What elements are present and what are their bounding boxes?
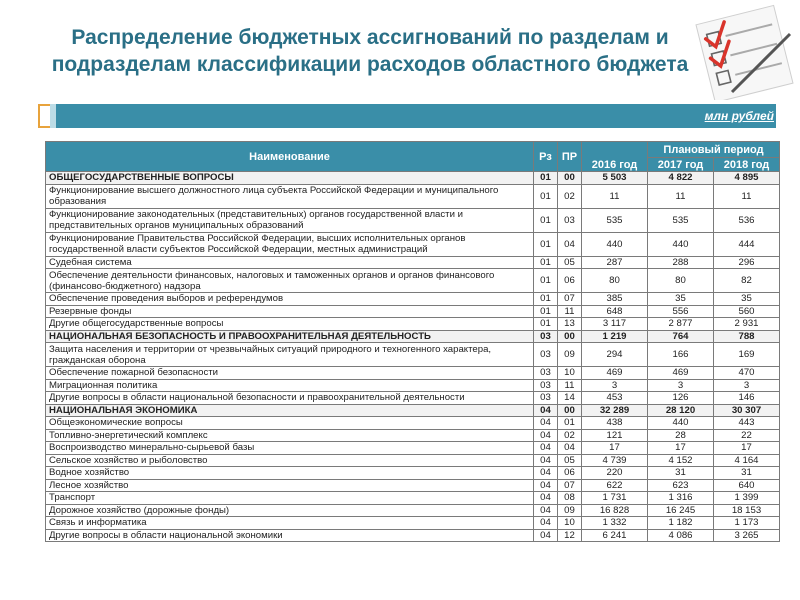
row-value-2016: 648 — [582, 305, 648, 318]
table-row — [46, 256, 780, 269]
row-value-2018: 31 — [714, 467, 780, 480]
row-value-2018: 17 — [714, 442, 780, 455]
row-pr: 06 — [558, 269, 582, 293]
row-name: Водное хозяйство — [46, 467, 534, 480]
row-value-2018: 2 931 — [714, 318, 780, 331]
section-row — [46, 330, 780, 343]
row-value-2016: 287 — [582, 256, 648, 269]
col-header-2017: 2017 год — [648, 158, 714, 172]
row-rz: 01 — [534, 232, 558, 256]
table-row — [46, 467, 780, 480]
row-value-2017: 1 316 — [648, 492, 714, 505]
row-name: Лесное хозяйство — [46, 479, 534, 492]
row-pr: 02 — [558, 429, 582, 442]
row-name: Воспроизводство минерально-сырьевой базы — [46, 442, 534, 455]
row-name: ОБЩЕГОСУДАРСТВЕННЫЕ ВОПРОСЫ — [46, 172, 534, 185]
row-pr: 13 — [558, 318, 582, 331]
row-pr: 01 — [558, 417, 582, 430]
row-value-2016: 1 731 — [582, 492, 648, 505]
row-value-2016: 5 503 — [582, 172, 648, 185]
row-value-2018: 443 — [714, 417, 780, 430]
row-pr: 00 — [558, 172, 582, 185]
row-name: Другие общегосударственные вопросы — [46, 318, 534, 331]
row-pr: 00 — [558, 330, 582, 343]
row-value-2018: 82 — [714, 269, 780, 293]
row-value-2017: 4 822 — [648, 172, 714, 185]
table-row — [46, 305, 780, 318]
row-value-2016: 6 241 — [582, 529, 648, 542]
row-name: Обеспечение пожарной безопасности — [46, 367, 534, 380]
row-pr: 07 — [558, 479, 582, 492]
row-pr: 00 — [558, 404, 582, 417]
row-rz: 04 — [534, 429, 558, 442]
row-value-2018: 4 895 — [714, 172, 780, 185]
row-rz: 03 — [534, 330, 558, 343]
row-value-2016: 440 — [582, 232, 648, 256]
col-header-name: Наименование — [46, 142, 534, 172]
row-value-2017: 80 — [648, 269, 714, 293]
row-name: Защита населения и территории от чрезвычайных ситуаций природного и техногенного характера, гражданская оборона — [46, 343, 534, 367]
table-row — [46, 318, 780, 331]
row-pr: 12 — [558, 529, 582, 542]
table-row — [46, 529, 780, 542]
section-row — [46, 172, 780, 185]
row-pr: 09 — [558, 504, 582, 517]
row-name: Транспорт — [46, 492, 534, 505]
row-value-2018: 296 — [714, 256, 780, 269]
row-value-2016: 294 — [582, 343, 648, 367]
row-rz: 04 — [534, 479, 558, 492]
title-line-2: подразделам классификации расходов областного бюджета — [51, 53, 689, 76]
row-pr: 10 — [558, 367, 582, 380]
row-value-2017: 623 — [648, 479, 714, 492]
col-header-2018: 2018 год — [714, 158, 780, 172]
row-pr: 14 — [558, 392, 582, 405]
row-value-2016: 622 — [582, 479, 648, 492]
row-value-2017: 440 — [648, 232, 714, 256]
table-row — [46, 232, 780, 256]
row-name: Миграционная политика — [46, 379, 534, 392]
table-row — [46, 479, 780, 492]
row-rz: 04 — [534, 454, 558, 467]
row-name: Дорожное хозяйство (дорожные фонды) — [46, 504, 534, 517]
row-value-2018: 1 173 — [714, 517, 780, 530]
row-value-2017: 2 877 — [648, 318, 714, 331]
row-value-2016: 1 219 — [582, 330, 648, 343]
row-rz: 01 — [534, 305, 558, 318]
row-pr: 07 — [558, 293, 582, 306]
checklist-icon — [692, 4, 797, 100]
row-value-2017: 4 086 — [648, 529, 714, 542]
col-header-2016: 2016 год — [582, 142, 648, 172]
row-pr: 09 — [558, 343, 582, 367]
row-pr: 03 — [558, 208, 582, 232]
row-name: Топливно-энергетический комплекс — [46, 429, 534, 442]
row-value-2016: 438 — [582, 417, 648, 430]
row-rz: 01 — [534, 293, 558, 306]
row-value-2016: 80 — [582, 269, 648, 293]
row-name: Функционирование высшего должностного лица субъекта Российской Федерации и муниципального образования — [46, 184, 534, 208]
row-rz: 01 — [534, 256, 558, 269]
page-title — [0, 24, 740, 78]
row-rz: 04 — [534, 404, 558, 417]
row-value-2018: 3 — [714, 379, 780, 392]
row-value-2017: 469 — [648, 367, 714, 380]
row-pr: 04 — [558, 442, 582, 455]
row-value-2017: 16 245 — [648, 504, 714, 517]
row-value-2018: 536 — [714, 208, 780, 232]
row-pr: 11 — [558, 379, 582, 392]
table-row — [46, 504, 780, 517]
col-header-pr: ПР — [558, 142, 582, 172]
row-value-2017: 556 — [648, 305, 714, 318]
row-value-2016: 385 — [582, 293, 648, 306]
row-value-2017: 440 — [648, 417, 714, 430]
row-value-2016: 3 — [582, 379, 648, 392]
row-name: Связь и информатика — [46, 517, 534, 530]
table-row — [46, 429, 780, 442]
row-value-2018: 640 — [714, 479, 780, 492]
table-row — [46, 184, 780, 208]
row-name: Судебная система — [46, 256, 534, 269]
row-name: НАЦИОНАЛЬНАЯ БЕЗОПАСНОСТЬ И ПРАВООХРАНИТЕЛЬНАЯ ДЕЯТЕЛЬНОСТЬ — [46, 330, 534, 343]
col-header-planned: Плановый период — [648, 142, 780, 158]
row-value-2017: 126 — [648, 392, 714, 405]
row-value-2018: 788 — [714, 330, 780, 343]
row-value-2018: 470 — [714, 367, 780, 380]
row-rz: 01 — [534, 269, 558, 293]
row-name: Резервные фонды — [46, 305, 534, 318]
table-row — [46, 442, 780, 455]
col-header-rz: Рз — [534, 142, 558, 172]
row-value-2018: 146 — [714, 392, 780, 405]
row-value-2016: 16 828 — [582, 504, 648, 517]
row-value-2017: 35 — [648, 293, 714, 306]
table-row — [46, 293, 780, 306]
row-value-2017: 31 — [648, 467, 714, 480]
row-name: Обеспечение деятельности финансовых, налоговых и таможенных органов и органов финансового (финансово-бюджетного) надзора — [46, 269, 534, 293]
row-name: Другие вопросы в области национальной экономики — [46, 529, 534, 542]
row-name: Функционирование Правительства Российской Федерации, высших исполнительных органов государственной власти субъектов Российской Федерации, местных администраций — [46, 232, 534, 256]
row-value-2017: 28 — [648, 429, 714, 442]
row-value-2018: 560 — [714, 305, 780, 318]
row-value-2017: 3 — [648, 379, 714, 392]
table-row — [46, 343, 780, 367]
row-pr: 04 — [558, 232, 582, 256]
row-rz: 04 — [534, 517, 558, 530]
row-rz: 03 — [534, 392, 558, 405]
row-pr: 06 — [558, 467, 582, 480]
row-value-2018: 11 — [714, 184, 780, 208]
table-row — [46, 417, 780, 430]
row-value-2018: 22 — [714, 429, 780, 442]
table-row — [46, 492, 780, 505]
row-value-2018: 30 307 — [714, 404, 780, 417]
row-value-2017: 11 — [648, 184, 714, 208]
table-row — [46, 392, 780, 405]
row-name: Другие вопросы в области национальной безопасности и правоохранительной деятельности — [46, 392, 534, 405]
row-rz: 04 — [534, 504, 558, 517]
row-rz: 03 — [534, 367, 558, 380]
row-value-2018: 444 — [714, 232, 780, 256]
row-rz: 04 — [534, 417, 558, 430]
table-row — [46, 454, 780, 467]
row-value-2016: 220 — [582, 467, 648, 480]
row-rz: 01 — [534, 208, 558, 232]
row-value-2017: 535 — [648, 208, 714, 232]
table-row — [46, 367, 780, 380]
row-value-2018: 3 265 — [714, 529, 780, 542]
units-label: млн рублей — [704, 109, 774, 123]
row-name: Функционирование законодательных (представительных) органов государственной власти и представительных органов муниципальных образований — [46, 208, 534, 232]
row-value-2016: 469 — [582, 367, 648, 380]
row-value-2016: 535 — [582, 208, 648, 232]
row-value-2017: 1 182 — [648, 517, 714, 530]
row-name: НАЦИОНАЛЬНАЯ ЭКОНОМИКА — [46, 404, 534, 417]
row-value-2016: 11 — [582, 184, 648, 208]
table-row — [46, 517, 780, 530]
table-row — [46, 379, 780, 392]
row-value-2018: 1 399 — [714, 492, 780, 505]
row-rz: 04 — [534, 529, 558, 542]
row-pr: 05 — [558, 454, 582, 467]
row-value-2016: 1 332 — [582, 517, 648, 530]
row-name: Сельское хозяйство и рыболовство — [46, 454, 534, 467]
row-value-2016: 4 739 — [582, 454, 648, 467]
row-rz: 01 — [534, 184, 558, 208]
row-value-2017: 4 152 — [648, 454, 714, 467]
budget-table — [45, 141, 780, 542]
units-bar — [50, 104, 776, 128]
row-value-2018: 169 — [714, 343, 780, 367]
row-rz: 04 — [534, 467, 558, 480]
row-value-2016: 453 — [582, 392, 648, 405]
row-rz: 04 — [534, 492, 558, 505]
row-value-2016: 32 289 — [582, 404, 648, 417]
row-value-2017: 28 120 — [648, 404, 714, 417]
row-rz: 01 — [534, 172, 558, 185]
row-pr: 08 — [558, 492, 582, 505]
row-value-2018: 18 153 — [714, 504, 780, 517]
row-rz: 01 — [534, 318, 558, 331]
row-value-2017: 17 — [648, 442, 714, 455]
row-rz: 04 — [534, 442, 558, 455]
row-value-2017: 288 — [648, 256, 714, 269]
row-value-2016: 3 117 — [582, 318, 648, 331]
row-pr: 02 — [558, 184, 582, 208]
row-value-2016: 121 — [582, 429, 648, 442]
row-value-2016: 17 — [582, 442, 648, 455]
title-line-1: Распределение бюджетных ассигнований по разделам и — [71, 26, 669, 49]
row-pr: 05 — [558, 256, 582, 269]
row-pr: 11 — [558, 305, 582, 318]
row-pr: 10 — [558, 517, 582, 530]
row-rz: 03 — [534, 379, 558, 392]
table-row — [46, 208, 780, 232]
row-value-2018: 35 — [714, 293, 780, 306]
table-row — [46, 269, 780, 293]
section-row — [46, 404, 780, 417]
row-name: Общеэкономические вопросы — [46, 417, 534, 430]
decor-bracket — [38, 104, 50, 128]
row-value-2018: 4 164 — [714, 454, 780, 467]
row-rz: 03 — [534, 343, 558, 367]
row-name: Обеспечение проведения выборов и референдумов — [46, 293, 534, 306]
row-value-2017: 764 — [648, 330, 714, 343]
row-value-2017: 166 — [648, 343, 714, 367]
